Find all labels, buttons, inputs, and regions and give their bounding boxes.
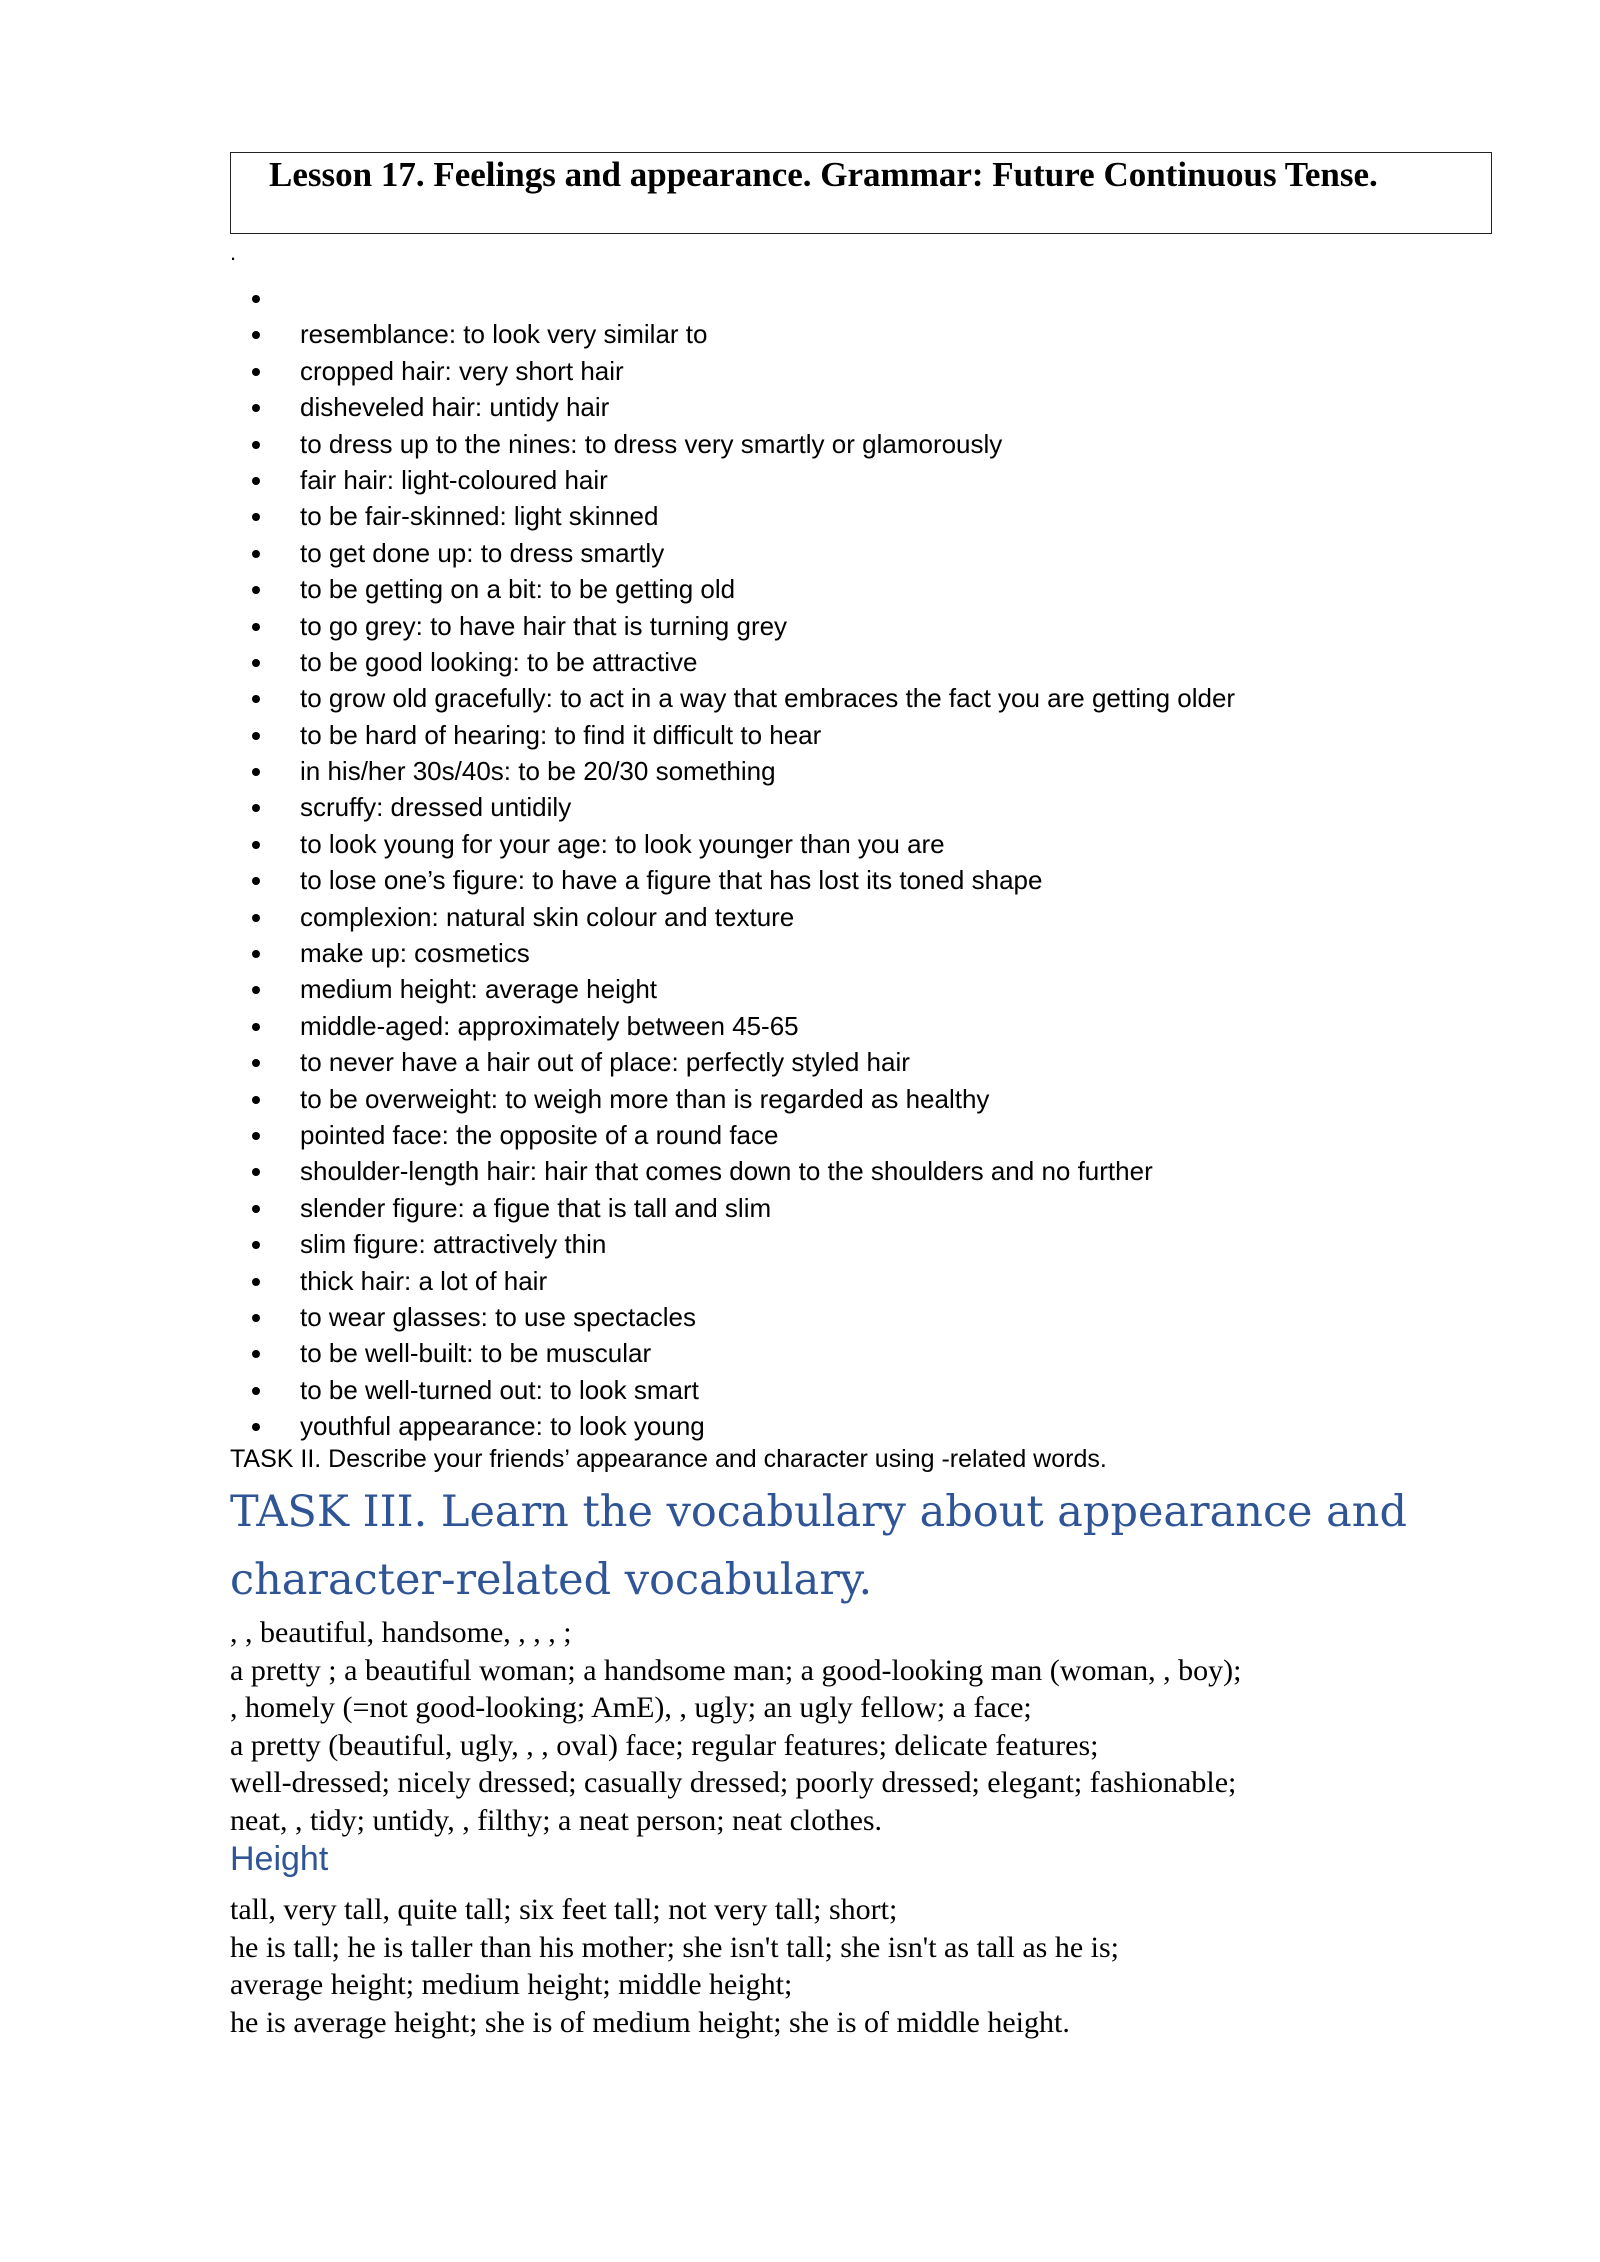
vocab-item: slender figure: a figue that is tall and slim <box>230 1190 1235 1226</box>
height-line: tall, very tall, quite tall; six feet tall; not very tall; short; <box>230 1893 898 1926</box>
vocab-item: disheveled hair: untidy hair <box>230 389 1235 425</box>
vocab-item: slim figure: attractively thin <box>230 1226 1235 1262</box>
vocab-item: to be getting on a bit: to be getting old <box>230 571 1235 607</box>
vocab-item: resemblance: to look very similar to <box>230 316 1235 352</box>
appearance-line: well-dressed; nicely dressed; casually dressed; poorly dressed; elegant; fashionable; <box>230 1766 1237 1799</box>
vocabulary-list <box>230 280 1235 1445</box>
vocab-item: to grow old gracefully: to act in a way that embraces the fact you are getting older <box>230 680 1235 716</box>
vocab-item: to wear glasses: to use spectacles <box>230 1299 1235 1335</box>
vocab-item: shoulder-length hair: hair that comes down to the shoulders and no further <box>230 1153 1235 1189</box>
stray-period: . <box>230 240 237 265</box>
height-heading: Height <box>230 1840 329 1878</box>
appearance-vocabulary-block <box>230 1614 1241 1839</box>
vocab-item: to be good looking: to be attractive <box>230 644 1235 680</box>
vocab-item: middle-aged: approximately between 45-65 <box>230 1008 1235 1044</box>
appearance-line: a pretty (beautiful, ugly, , , oval) face; regular features; delicate features; <box>230 1728 1099 1762</box>
vocab-item <box>230 280 1235 316</box>
vocab-item: to be overweight: to weigh more than is regarded as healthy <box>230 1081 1235 1117</box>
vocab-item: to go grey: to have hair that is turning grey <box>230 608 1235 644</box>
lesson-title: Lesson 17. Feelings and appearance. Grammar: Future Continuous Tense. <box>269 155 1378 194</box>
vocab-item: make up: cosmetics <box>230 935 1235 971</box>
vocab-item: medium height: average height <box>230 971 1235 1007</box>
vocab-item: to look young for your age: to look younger than you are <box>230 826 1235 862</box>
vocab-item: thick hair: a lot of hair <box>230 1263 1235 1299</box>
vocab-item: fair hair: light-coloured hair <box>230 462 1235 498</box>
appearance-line: a pretty ; a beautiful woman; a handsome man; a good-looking man (woman, , boy); <box>230 1653 1242 1687</box>
height-line: he is average height; she is of medium height; she is of middle height. <box>230 2005 1070 2039</box>
vocab-item: complexion: natural skin colour and texture <box>230 899 1235 935</box>
appearance-line: , , beautiful, handsome, , , , ; <box>230 1616 572 1649</box>
height-vocabulary-block <box>230 1891 1119 2041</box>
vocab-item: scruffy: dressed untidily <box>230 789 1235 825</box>
appearance-line: , homely (=not good-looking; AmE), , ugly; an ugly fellow; a face; <box>230 1691 1032 1724</box>
appearance-line: neat, , tidy; untidy, , filthy; a neat person; neat clothes. <box>230 1803 883 1837</box>
vocab-item: to be fair-skinned: light skinned <box>230 498 1235 534</box>
vocab-item: cropped hair: very short hair <box>230 353 1235 389</box>
vocab-item: to dress up to the nines: to dress very smartly or glamorously <box>230 426 1235 462</box>
vocab-item: to lose one’s figure: to have a figure that has lost its toned shape <box>230 862 1235 898</box>
vocab-item: to be hard of hearing: to find it difficult to hear <box>230 717 1235 753</box>
vocab-item: to be well-turned out: to look smart <box>230 1372 1235 1408</box>
task-three-heading: TASK III. Learn the vocabulary about appearance and character-related vocabulary. <box>230 1487 1407 1605</box>
vocab-item: in his/her 30s/40s: to be 20/30 something <box>230 753 1235 789</box>
vocab-item: to get done up: to dress smartly <box>230 535 1235 571</box>
height-line: average height; medium height; middle height; <box>230 1968 793 2001</box>
vocab-item: youthful appearance: to look young <box>230 1408 1235 1444</box>
vocab-item: to never have a hair out of place: perfectly styled hair <box>230 1044 1235 1080</box>
lesson-title-box <box>230 152 1492 234</box>
height-line: he is tall; he is taller than his mother; she isn't tall; she isn't as tall as he is; <box>230 1930 1119 1964</box>
vocab-item: to be well-built: to be muscular <box>230 1335 1235 1371</box>
task-two-instruction: TASK II. Describe your friends’ appearance and character using -related words. <box>230 1445 1107 1473</box>
vocab-item: pointed face: the opposite of a round face <box>230 1117 1235 1153</box>
